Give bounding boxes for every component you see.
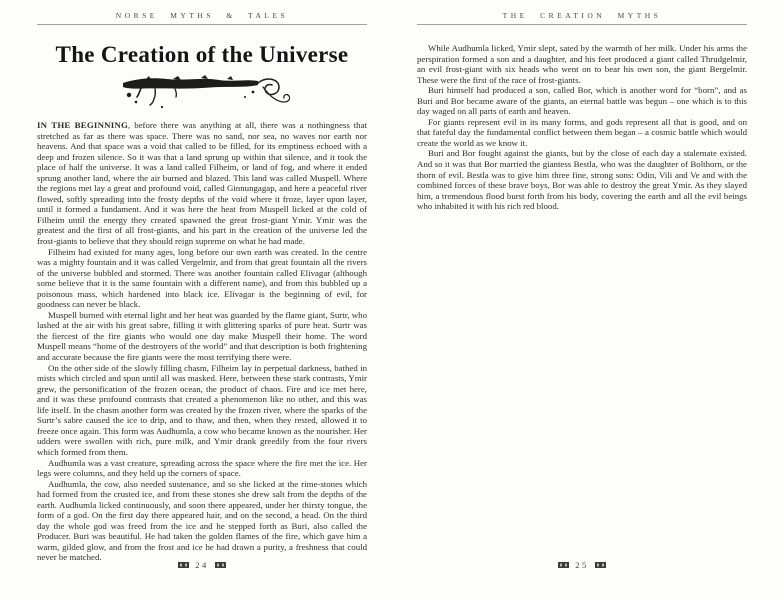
folio-ornament-right (595, 562, 606, 568)
body-paragraph: While Audhumla licked, Ymir slept, sated by the warmth of her milk. Under his arms the perspiration formed a son and a daughter, and his feet produced a giant called Thrudgelmir, an evil frost-giant with six heads who went on to bear his own son, the giant Bergelmir. These were the first of the race of frost-giants. (417, 43, 747, 85)
folio-left (37, 560, 367, 570)
body-paragraph: Buri and Bor fought against the giants, but by the close of each day a stalemate existed. And so it was that Bor married the giantess Bestla, who was the daughter of Bolthorn, or the thorn of evil. Bestla was to give him three fine, strong sons: Odin, Vili and Ve and with the combined forces of these brave boys, Bor was able to destroy the great Ymir. As they slayed him, a tremendous flood burst forth from his body, covering the earth and all the evil beings who inhabited it with his rich red blood. (417, 148, 747, 212)
body-paragraph (37, 120, 367, 247)
page-left (37, 0, 367, 600)
paragraph-text: , before there was anything at all, there was a nothingness that stretched as far as there was space. There was no sand, nor sea, no waves nor earth nor heavens. And that space was a void that called to be filled, for its emptiness echoed with a deep and frozen silence. So it was that a land sprung up within that silence, and it took the place of half the universe. It was a land called Filheim, or land of fog, and where it ended sprung another land, where the air burned and blazed. This land was called Muspell. Where the regions met lay a great and profound void, called Ginnungagap, and here a peaceful river flowed, softly spreading into the frosty depths of the void where it froze, layer upon layer, until it formed a fundament. And it was here the heat from Muspell licked at the cold of Filheim until the energy they created spawned the great frost-giant Ymir. Ymir was the greatest and the first of all frost-giants, and his part in the creation of the universe led the frost-giants to believe that they should reign supreme on what he had made. (37, 120, 367, 247)
body-paragraph: Muspell burned with eternal light and her heat was guarded by the flame giant, Surtr, who lashed at the air with his great sabre, filling it with glittering sparks of pure heat. Surtr was the fiercest of the fire giants who would one day make Muspell their home. The word Muspell means “home of the destroyers of the world” and that description is both frightening and accurate because the fire giants were the most terrifying there were. (37, 309, 367, 363)
body-text-left (37, 120, 367, 563)
running-head-left: NORSE MYTHS & TALES (115, 11, 289, 20)
header-rule-right (417, 24, 747, 25)
body-paragraph: Filheim had existed for many ages, long before our own earth was created. In the centre was a mighty fountain and it was called Vergelmir, and from that great fountain all the rivers of the universe bubbled and stormed. There was another fountain called Elivagar (although some believe that it is the same fountain with a different name), and from this bubbled up a poisonous mass, which hardened into black ice. Elivagar is the beginning of evil, for goodness can never be black. (37, 246, 367, 310)
page-number: 25 (575, 560, 589, 570)
folio-ornament-left (178, 562, 189, 568)
folio-ornament-right (215, 562, 226, 568)
body-paragraph: On the other side of the slowly filling chasm, Filheim lay in perpetual darkness, bathed in mists which circled and spun until all was masked. Here, between these stark contrasts, Ymir grew, the personification of the frozen ocean, the product of chaos. Fire and ice met here, and it was these profound contrasts that created a phenomenon like no other, and this was life itself. In the chasm another form was created by the frozen river, where the sparks of the Surtr’s sabre caused the ice to drip, and to thaw, and then, when they rested, allowed it to freeze once again. This form was Audhumla, a cow who became known as the nourisher. Her udders were swollen with rich, pure milk, and Ymir drank greedily from the four rivers which formed from them. (37, 362, 367, 457)
title-flourish-ornament (37, 74, 367, 117)
page-number: 24 (195, 560, 209, 570)
chapter-title: The Creation of the Universe (55, 42, 349, 67)
body-text-right (417, 43, 747, 212)
body-paragraph: For giants represent evil in its many forms, and gods represent all that is good, and on that fateful day the fundamental conflict between them began – a cosmic battle which would create the world as we know it. (417, 116, 747, 148)
page-right (417, 0, 747, 600)
folio-ornament-left (558, 562, 569, 568)
body-paragraph: Audhumla, the cow, also needed sustenance, and so she licked at the rime-stones which had formed from the crusted ice, and from these stones she drew salt from the depths of the earth. Audhumla licked continuously, and soon there appeared, under her thirsty tongue, the form of a god. On the first day there appeared hair, and on the second, a head. On the third day the whole god was freed from the ice and he stepped forth as Buri, also called the Producer. Buri was beautiful. He had taken the golden flames of the fire, which gave him a warm, gilded glow, and from the frost and ice he had drawn a purity, a freshness that could never be matched. (37, 478, 367, 563)
folio-right (417, 560, 747, 570)
header-rule-left (37, 24, 367, 25)
running-head-right: THE CREATION MYTHS (502, 11, 662, 20)
body-paragraph: Audhumla was a vast creature, spreading across the space where the fire met the ice. Her legs were columns, and they held up the corners of space. (37, 457, 367, 479)
body-paragraph: Buri himself had produced a son, called Bor, which is another word for “born”, and as Buri and Bor became aware of the giants, an eternal battle was begun – one which is to this day waged on all parts of earth and heaven. (417, 85, 747, 117)
paragraph-lead-in: IN THE BEGINNING (37, 120, 129, 130)
